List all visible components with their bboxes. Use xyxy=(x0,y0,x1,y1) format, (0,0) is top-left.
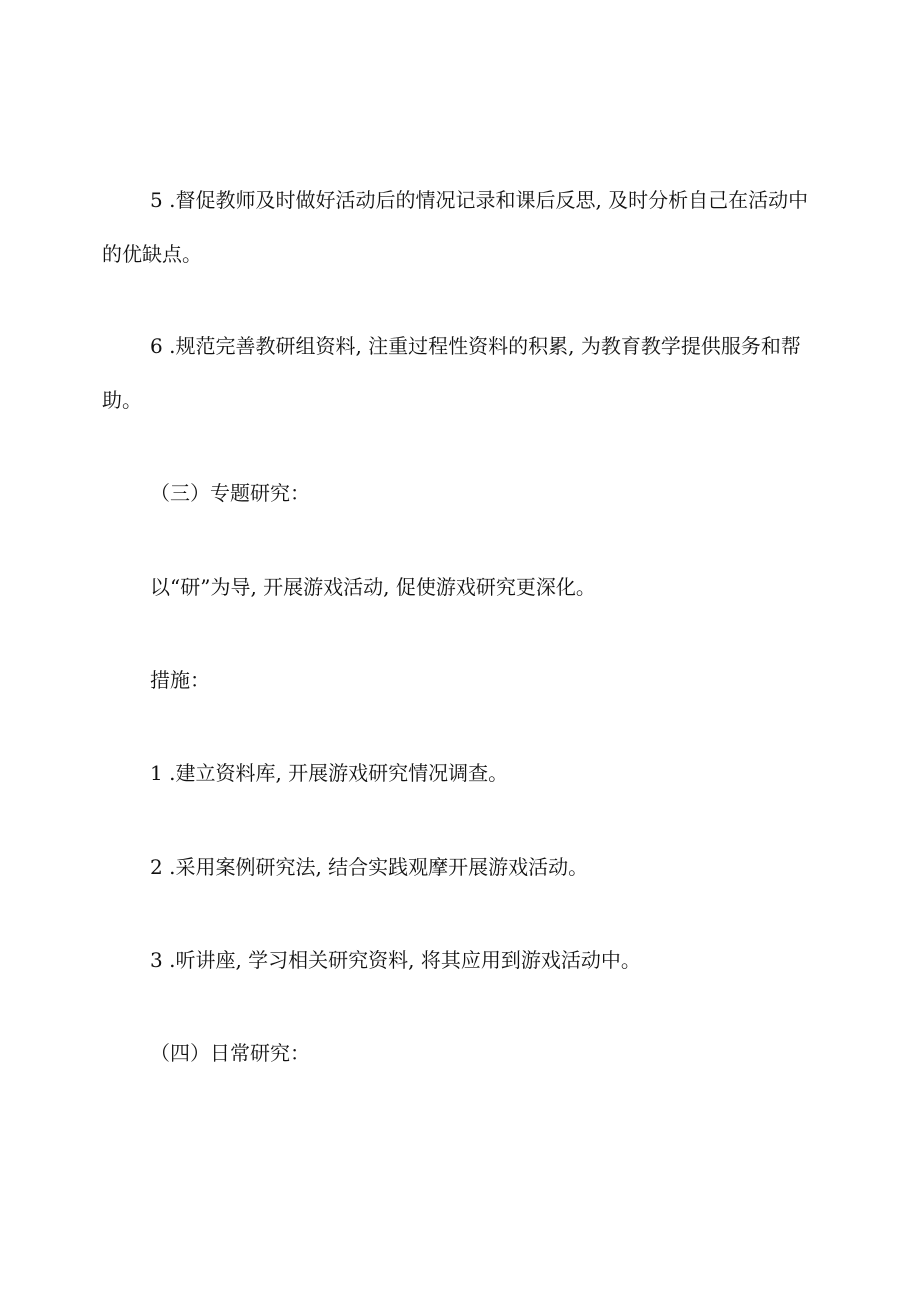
measure-item-1: 1 .建立资料库, 开展游戏研究情况调查。 xyxy=(150,761,509,785)
section-heading-special-research: （三）专题研究： xyxy=(150,481,310,505)
paragraph-research-goal: 以“研”为导, 开展游戏活动, 促使游戏研究更深化。 xyxy=(150,575,596,599)
section-heading-daily-research: （四）日常研究： xyxy=(150,1041,310,1065)
measure-item-3: 3 .听讲座, 学习相关研究资料, 将其应用到游戏活动中。 xyxy=(150,948,641,972)
measure-item-2: 2 .采用案例研究法, 结合实践观摩开展游戏活动。 xyxy=(150,855,589,879)
paragraph-item-6: 6 .规范完善教研组资料, 注重过程性资料的积累, 为教育教学提供服务和帮助。 xyxy=(102,334,801,412)
paragraph-item-5: 5 .督促教师及时做好活动后的情况记录和课后反思, 及时分析自己在活动中的优缺点。 xyxy=(102,188,809,266)
measures-label: 措施： xyxy=(150,668,210,692)
